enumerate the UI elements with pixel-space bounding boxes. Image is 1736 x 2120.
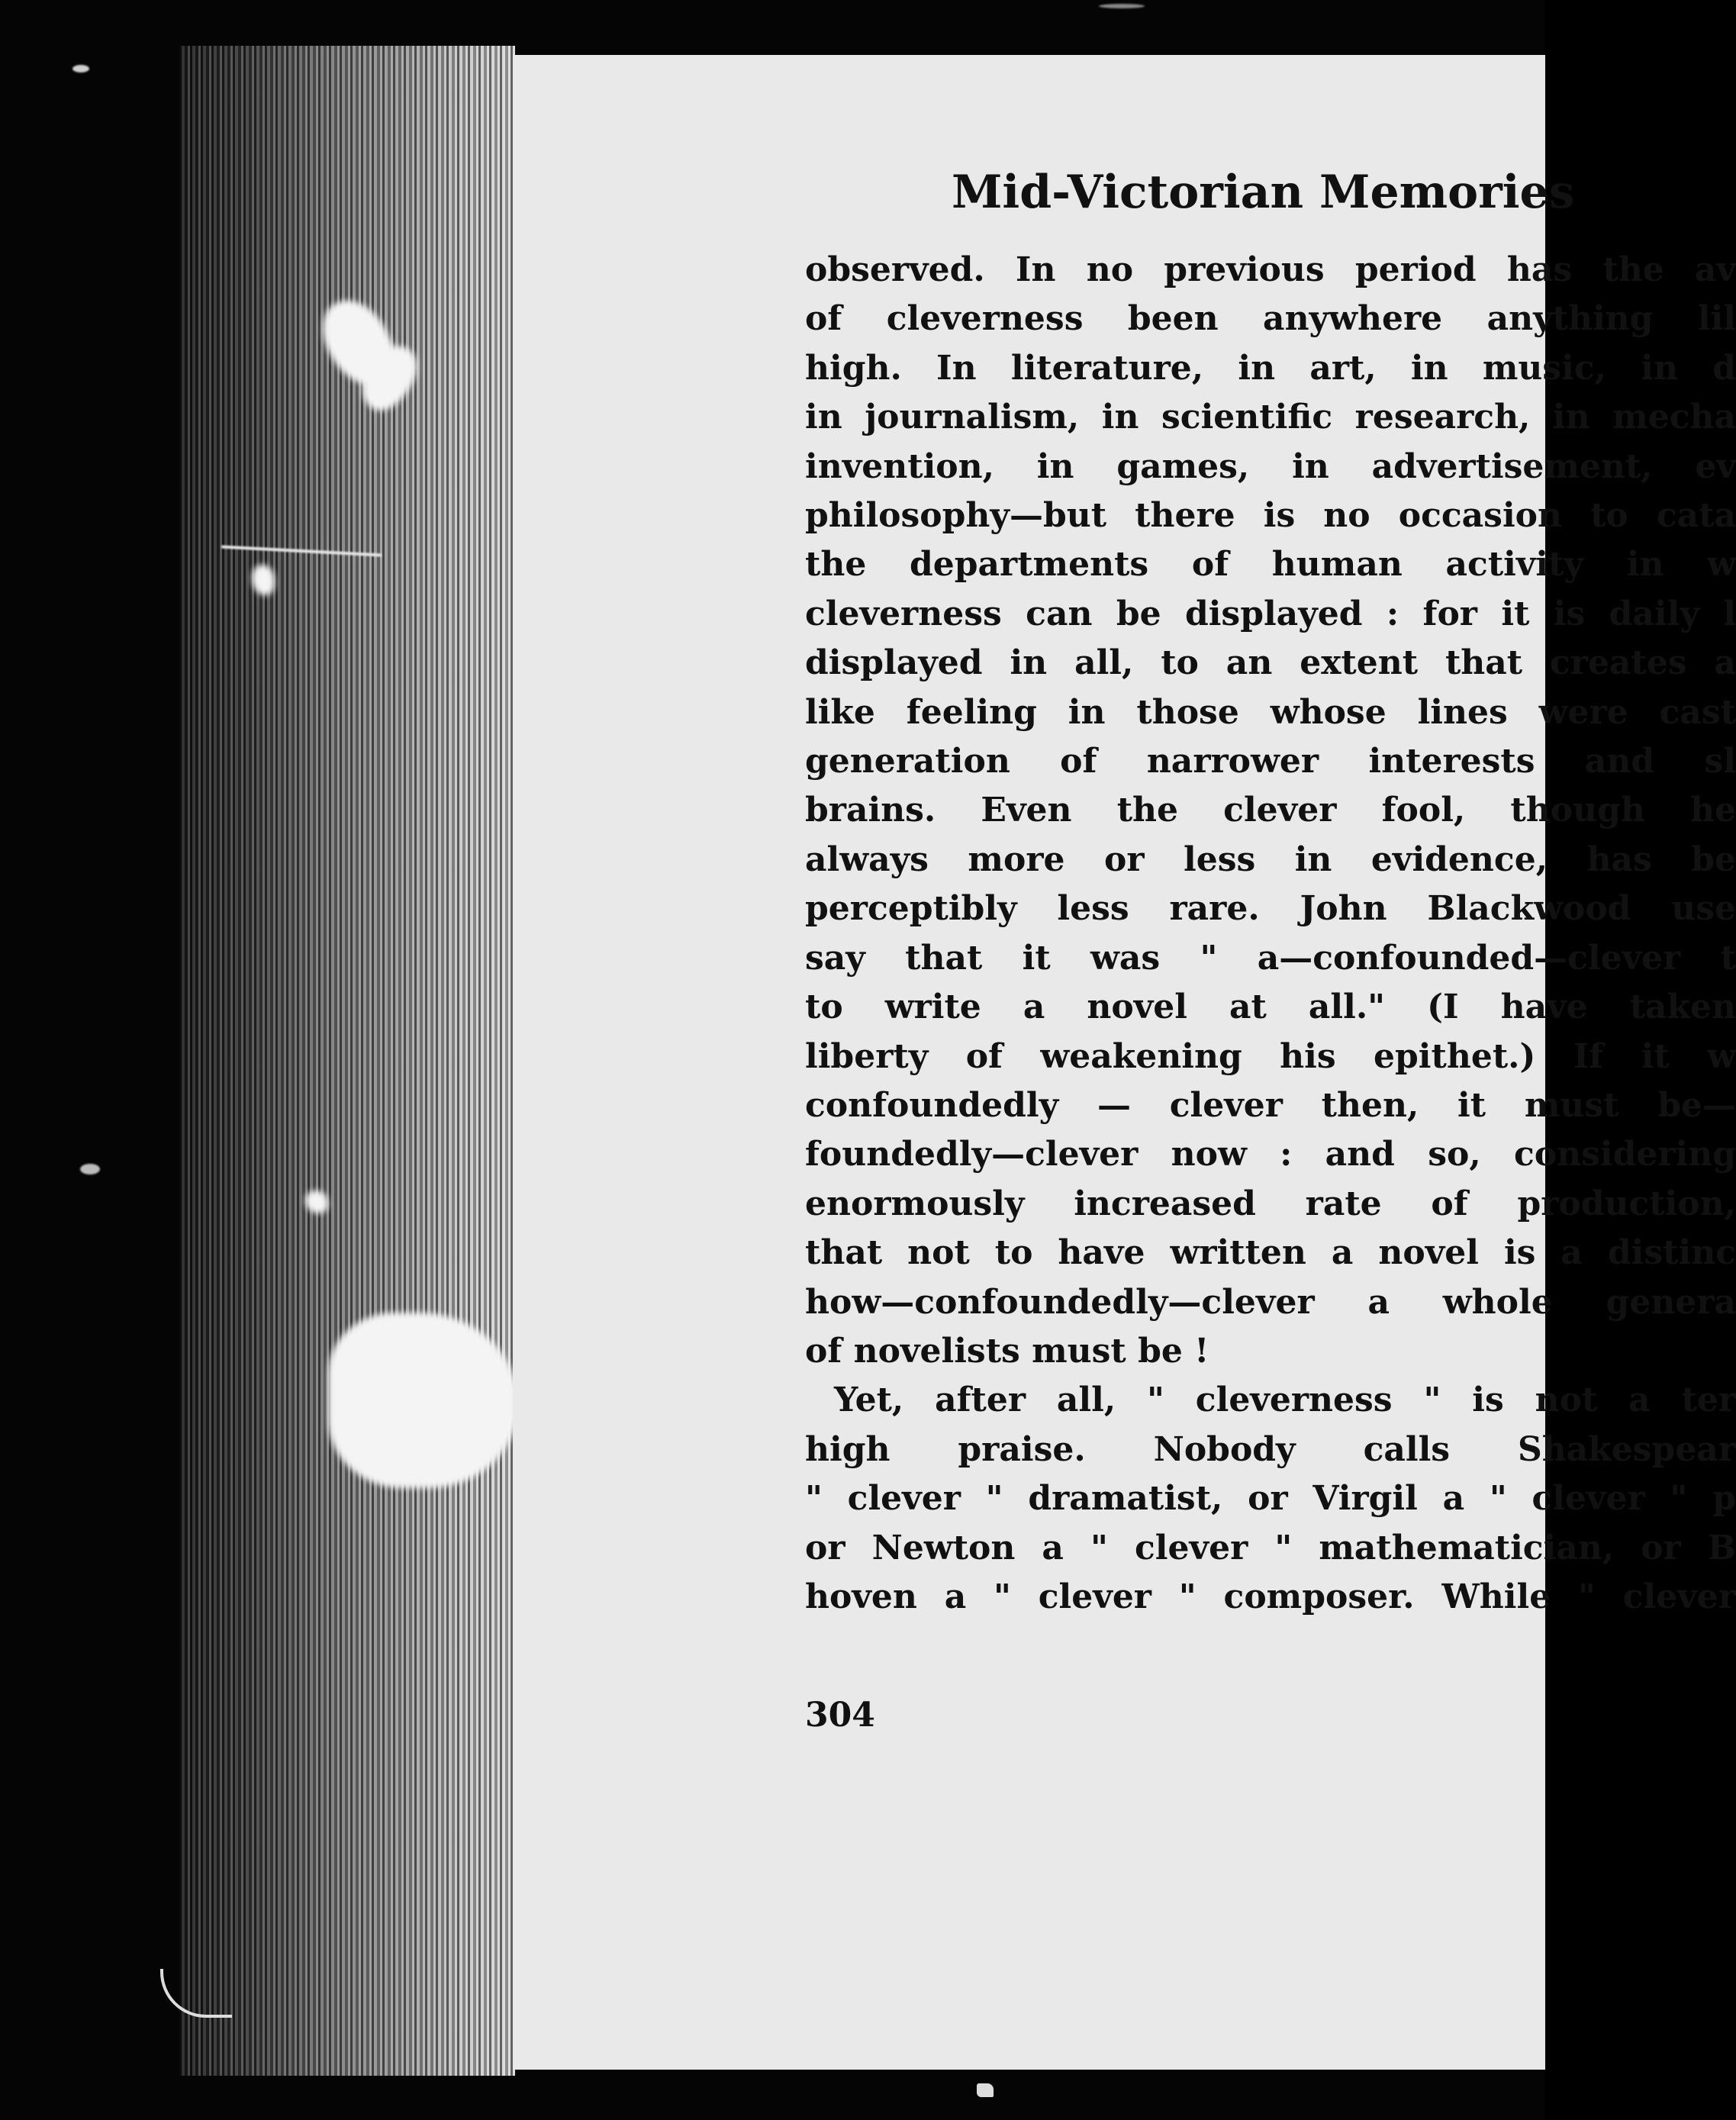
text-line: in journalism, in scientific research, in mecha xyxy=(805,398,1736,437)
page-content xyxy=(513,55,1734,2070)
film-speck xyxy=(977,2083,994,2097)
text-line: cleverness can be displayed : for it is daily l xyxy=(805,594,1736,633)
text-line: of cleverness been anywhere anything lil xyxy=(805,299,1736,339)
text-line: liberty of weakening his epithet.) If it w xyxy=(805,1036,1736,1076)
text-line: high praise. Nobody calls Shakespear xyxy=(805,1429,1736,1469)
text-line: " clever " dramatist, or Virgil a " clever " p xyxy=(805,1479,1736,1519)
text-line: like feeling in those whose lines were cast xyxy=(805,692,1736,732)
text-line: of novelists must be ! xyxy=(805,1331,1209,1371)
text-line: generation of narrower interests and sl xyxy=(805,742,1736,781)
film-speck xyxy=(80,1164,100,1174)
text-line: always more or less in evidence, has be xyxy=(805,839,1736,879)
book-page xyxy=(513,55,1736,2070)
text-line: observed. In no previous period has the av xyxy=(805,250,1736,289)
film-speck xyxy=(72,65,89,72)
text-line: Yet, after all, " cleverness " is not a ter xyxy=(834,1381,1736,1420)
text-line: how—confoundedly—clever a whole genera xyxy=(805,1282,1736,1322)
text-line: philosophy—but there is no occasion to cata xyxy=(805,496,1736,536)
text-line: brains. Even the clever fool, though he xyxy=(805,791,1736,830)
film-speck xyxy=(1099,4,1145,8)
text-line: to write a novel at all." (I have taken xyxy=(805,988,1736,1027)
text-line: confoundedly — clever then, it must be— xyxy=(805,1085,1736,1125)
running-head: Mid-Victorian Memories xyxy=(952,166,1575,219)
body-text xyxy=(805,246,1736,1622)
text-line: enormously increased rate of production, xyxy=(805,1184,1736,1223)
text-line: invention, in games, in advertisement, ev xyxy=(805,446,1736,486)
text-line: hoven a " clever " composer. While " clever xyxy=(805,1577,1736,1616)
text-line: that not to have written a novel is a distinc xyxy=(805,1233,1736,1273)
text-line: high. In literature, in art, in music, in d xyxy=(805,348,1736,388)
text-line: the departments of human activity in w xyxy=(805,545,1736,585)
text-line: foundedly—clever now : and so, considering xyxy=(805,1135,1736,1174)
text-line: displayed in all, to an extent that creates a xyxy=(805,643,1736,683)
page-number: 304 xyxy=(805,1696,875,1735)
edge-curl xyxy=(160,1969,232,2018)
text-line: or Newton a " clever " mathematician, or B xyxy=(805,1528,1736,1567)
text-line: say that it was " a—confounded—clever t xyxy=(805,938,1736,978)
text-line: perceptibly less rare. John Blackwood use xyxy=(805,889,1736,929)
